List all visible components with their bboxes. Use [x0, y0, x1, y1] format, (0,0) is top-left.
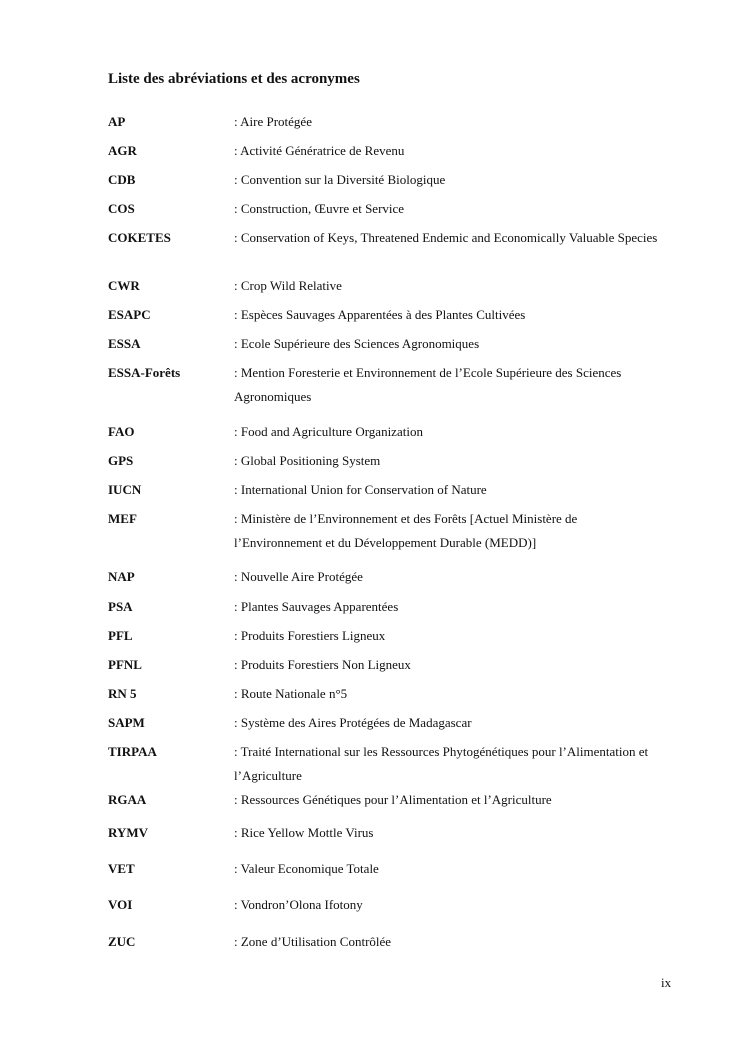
abbreviation: CDB [108, 172, 136, 187]
abbreviation-entry [108, 788, 668, 812]
definition: : Traité International sur les Ressources Phytogénétiques pour l’Alimentation et l’Agriculture [234, 744, 649, 783]
abbreviation-entry [108, 624, 668, 648]
abbreviation: TIRPAA [108, 744, 157, 759]
abbreviation: AP [108, 114, 126, 129]
abbreviation-entry [108, 332, 668, 356]
definition: : Valeur Economique Totale [234, 861, 379, 876]
abbreviation: COS [108, 201, 135, 216]
definition: : Food and Agriculture Organization [234, 424, 423, 439]
abbreviation: PFL [108, 628, 133, 643]
definition: : International Union for Conservation of Nature [234, 482, 487, 497]
abbreviation: CWR [108, 278, 140, 293]
abbreviation: RYMV [108, 825, 148, 840]
abbreviation: FAO [108, 424, 135, 439]
abbreviation: ESAPC [108, 307, 151, 322]
abbreviation-entry [108, 478, 668, 502]
definition: : Mention Foresterie et Environnement de l’Ecole Supérieure des Sciences Agronomiques [234, 365, 622, 404]
definition: : Plantes Sauvages Apparentées [234, 599, 399, 614]
definition: : Ministère de l’Environnement et des Forêts [Actuel Ministère de l’Environnement et du Développement Durable (MEDD)] [234, 511, 578, 550]
definition: : Aire Protégée [234, 114, 312, 129]
abbreviation-entry [108, 274, 668, 298]
abbreviation: GPS [108, 453, 134, 468]
abbreviation-entry [108, 930, 668, 954]
abbreviation-entry [108, 857, 668, 881]
abbreviation: RN 5 [108, 686, 137, 701]
definition: : Vondron’Olona Ifotony [234, 897, 363, 912]
definition: : Nouvelle Aire Protégée [234, 569, 363, 584]
abbreviation-entry [108, 197, 668, 221]
abbreviation: COKETES [108, 230, 171, 245]
abbreviation: IUCN [108, 482, 142, 497]
definition: : Zone d’Utilisation Contrôlée [234, 934, 392, 949]
abbreviation: VOI [108, 897, 133, 912]
definition: : Ressources Génétiques pour l’Alimentation et l’Agriculture [234, 792, 552, 807]
abbreviation-entry [108, 420, 668, 444]
abbreviation-entry [108, 361, 668, 409]
abbreviation-entry [108, 711, 668, 735]
abbreviation-entry [108, 449, 668, 473]
definition: : Ecole Supérieure des Sciences Agronomiques [234, 336, 480, 351]
abbreviation-entry [108, 821, 668, 845]
abbreviation-entry [108, 653, 668, 677]
definition: : Produits Forestiers Non Ligneux [234, 657, 411, 672]
definition: : Produits Forestiers Ligneux [234, 628, 386, 643]
definition: : Construction, Œuvre et Service [234, 201, 405, 216]
abbreviation: RGAA [108, 792, 147, 807]
abbreviation: VET [108, 861, 135, 876]
definition: : Convention sur la Diversité Biologique [234, 172, 446, 187]
definition: : Espèces Sauvages Apparentées à des Plantes Cultivées [234, 307, 526, 322]
abbreviation-entry [108, 893, 668, 917]
abbreviation-entry [108, 565, 668, 589]
abbreviation-entry [108, 595, 668, 619]
abbreviation: MEF [108, 511, 137, 526]
definition: : Route Nationale n°5 [234, 686, 348, 701]
abbreviation: PFNL [108, 657, 142, 672]
abbreviation: AGR [108, 143, 137, 158]
abbreviation-entry [108, 303, 668, 327]
abbreviation-entry [108, 226, 668, 250]
definition: : Activité Génératrice de Revenu [234, 143, 405, 158]
definition: : Conservation of Keys, Threatened Endemic and Economically Valuable Species [234, 230, 658, 245]
definition: : Global Positioning System [234, 453, 381, 468]
abbreviation-entry [108, 507, 668, 555]
page-title: Liste des abréviations et des acronymes [108, 71, 360, 87]
definition: : Crop Wild Relative [234, 278, 342, 293]
abbreviation: ESSA [108, 336, 141, 351]
abbreviation-entry [108, 110, 668, 134]
abbreviation: NAP [108, 569, 135, 584]
definition: : Système des Aires Protégées de Madagascar [234, 715, 472, 730]
abbreviation: ZUC [108, 934, 136, 949]
definition: : Rice Yellow Mottle Virus [234, 825, 374, 840]
abbreviation-entry [108, 168, 668, 192]
abbreviation-entry [108, 139, 668, 163]
abbreviation: SAPM [108, 715, 145, 730]
abbreviation: PSA [108, 599, 133, 614]
abbreviation-entry [108, 740, 668, 788]
abbreviation-entry [108, 682, 668, 706]
abbreviation: ESSA-Forêts [108, 365, 181, 380]
page-number: ix [661, 975, 672, 990]
